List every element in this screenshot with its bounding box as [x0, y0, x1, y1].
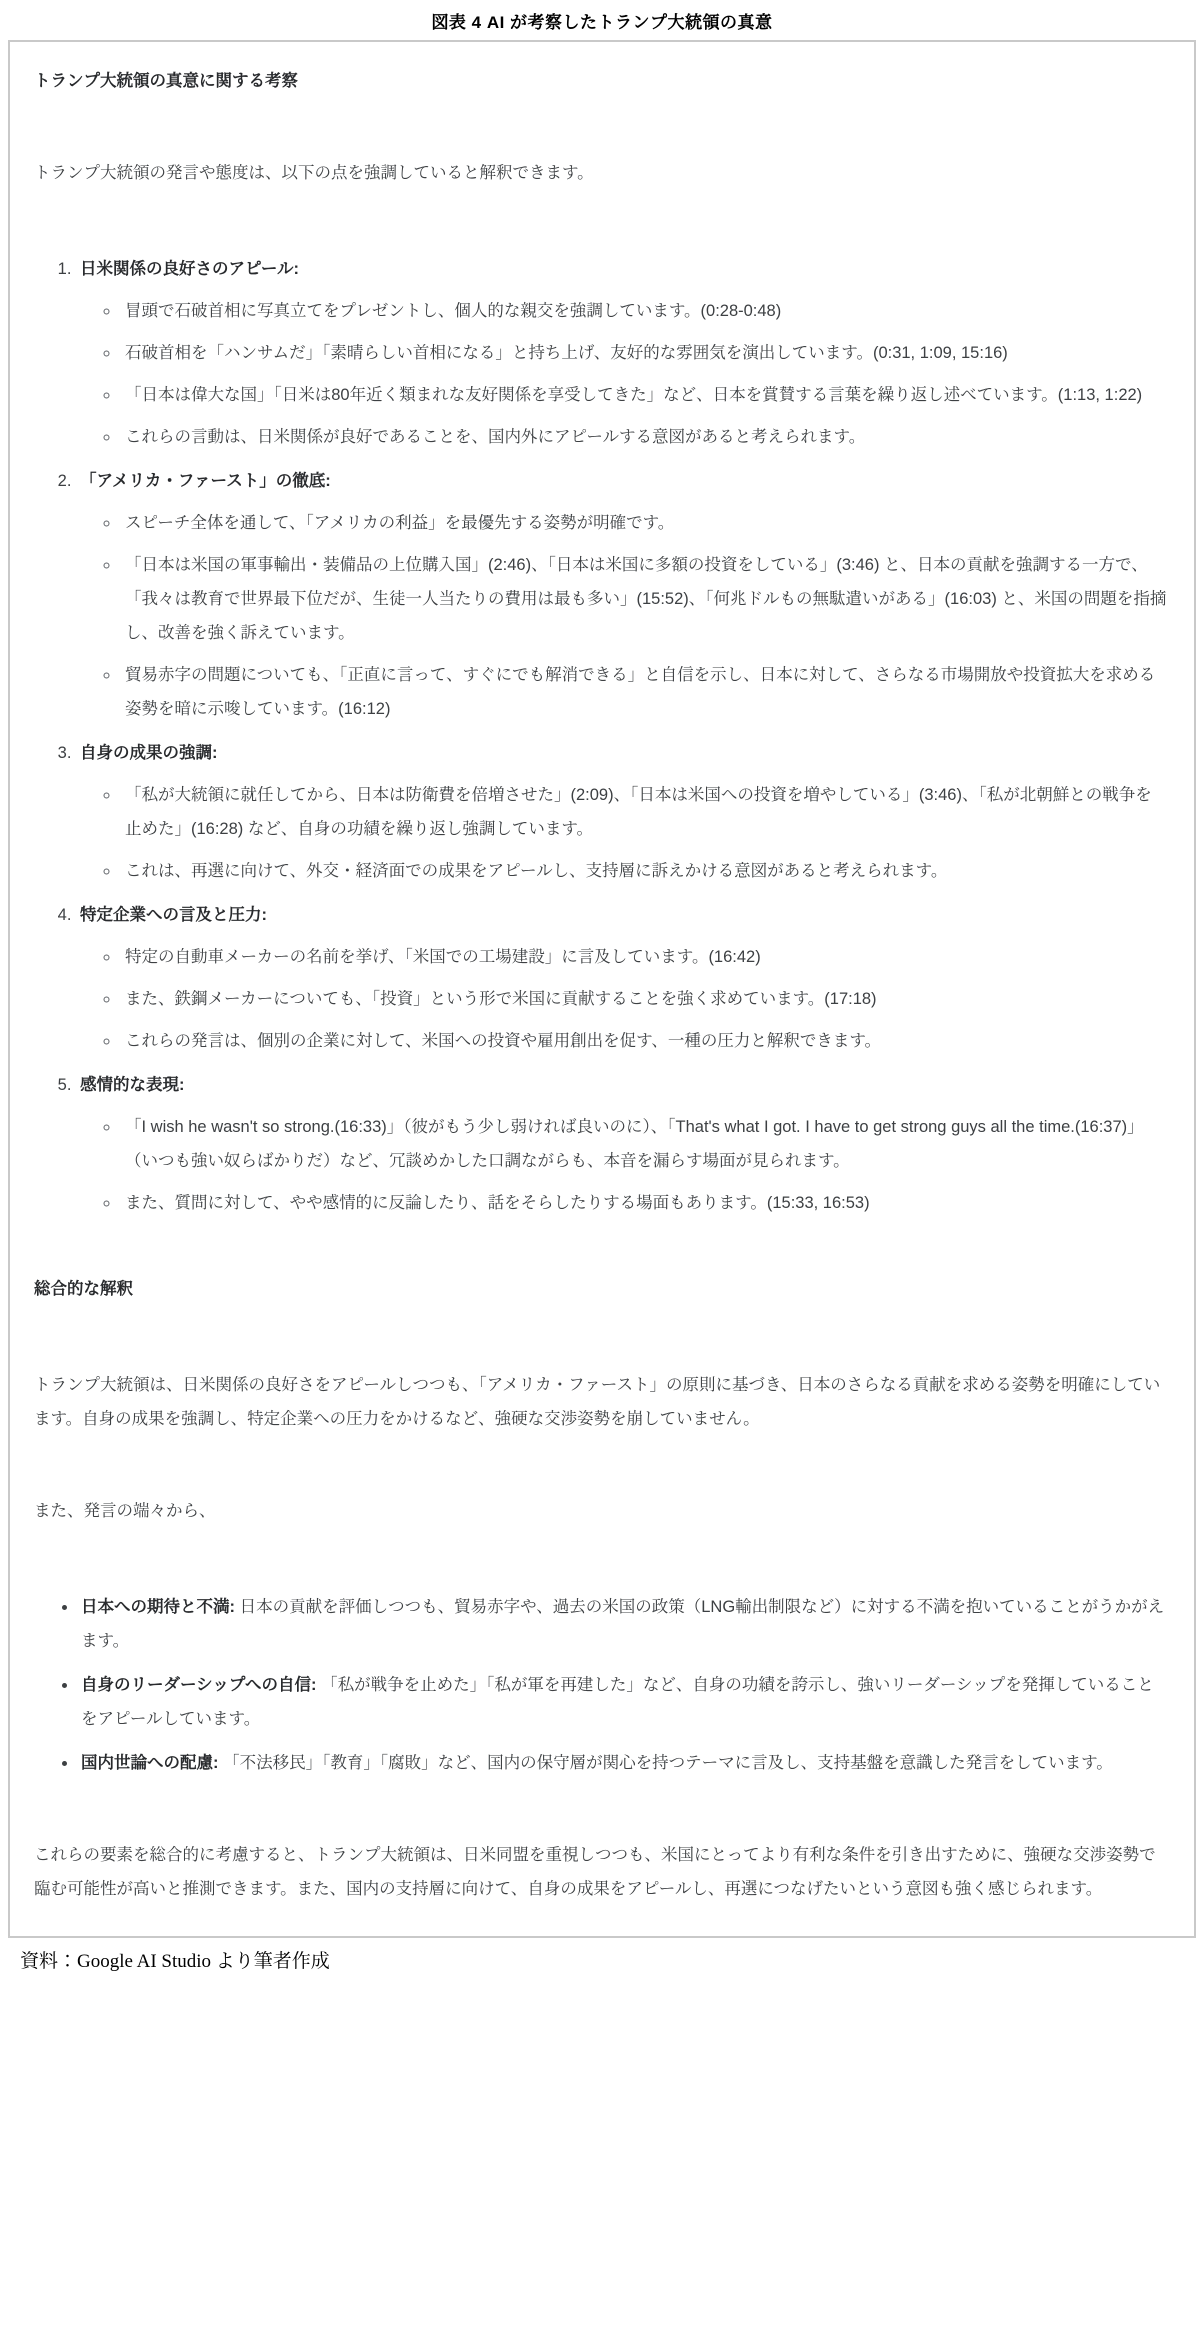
takeaway-text: 「不法移民」「教育」「腐敗」など、国内の保守層が関心を持つテーマに言及し、支持基盤を意識した発言をしています。 [218, 1754, 1113, 1772]
takeaway-item [78, 1590, 1168, 1658]
sub-bullet: ◦ これは、再選に向けて、外交・経済面での成果をアピールし、支持層に訴えかける意図があると考えられます。 [120, 854, 1168, 888]
sub-bullet: ◦ 貿易赤字の問題についても、「正直に言って、すぐにでも解消できる」と自信を示し、日本に対して、さらなる市場開放や投資拡大を求める姿勢を暗に示唆しています。(16:12) [120, 658, 1168, 726]
summary-intro-paragraph: また、発言の端々から、 [34, 1502, 216, 1520]
summary-paragraph: トランプ大統領は、日米関係の良好さをアピールしつつも、「アメリカ・ファースト」の原則に基づき、日本のさらなる貢献を求める姿勢を明確にしています。自身の成果を強調し、特定企業への圧力をかけるなど、強硬な交渉姿勢を崩していません。 [34, 1376, 1161, 1428]
sub-bullet: ◦ また、鉄鋼メーカーについても、「投資」という形で米国に貢献することを強く求めています。(17:18) [120, 982, 1168, 1016]
numbered-item-label: 感情的な表現: [80, 1076, 185, 1094]
sub-bullet: ◦ スピーチ全体を通して、「アメリカの利益」を最優先する姿勢が明確です。 [120, 506, 1168, 540]
sub-bullet: ◦ これらの発言は、個別の企業に対して、米国への投資や雇用創出を促す、一種の圧力と解釈できます。 [120, 1024, 1168, 1058]
numbered-item-label: 日米関係の良好さのアピール: [80, 260, 300, 278]
numbered-item [76, 464, 1168, 726]
numbered-item [76, 1068, 1168, 1220]
sub-bullet: ◦ 「日本は米国の軍事輸出・装備品の上位購入国」(2:46)、「日本は米国に多額の投資をしている」(3:46) と、日本の貢献を強調する一方で、「我々は教育で世界最下位だが、生徒一人当たりの費用は最も多い」(15:52)、「何兆ドルもの無駄遣いがある」(16:03) と、米国の問題を指摘し、改善を強く訴えています。 [120, 548, 1168, 650]
sub-bullet-list [80, 940, 1168, 1058]
takeaway-label: 国内世論への配慮: [81, 1754, 219, 1772]
takeaway-item [78, 1746, 1168, 1780]
final-paragraph: これらの要素を総合的に考慮すると、トランプ大統領は、日米同盟を重視しつつも、米国にとってより有利な条件を引き出すために、強硬な交渉姿勢で臨む可能性が高いと推測できます。また、国内の支持層に向けて、自身の成果をアピールし、再選につなげたいという意図も強く感じられます。 [34, 1846, 1156, 1898]
numbered-item [76, 898, 1168, 1058]
figure-title: 図表 4 AI が考察したトランプ大統領の真意 [431, 13, 773, 32]
numbered-item [76, 252, 1168, 454]
sub-bullet: ◦ 石破首相を「ハンサムだ」「素晴らしい首相になる」と持ち上げ、友好的な雰囲気を演出しています。(0:31, 1:09, 15:16) [120, 336, 1168, 370]
takeaway-text: 日本の貢献を評価しつつも、貿易赤字や、過去の米国の政策（LNG輸出制限など）に対する不満を抱いていることがうかがえます。 [81, 1598, 1165, 1650]
summary-heading: 総合的な解釈 [34, 1280, 133, 1298]
sub-bullet: ◦ これらの言動は、日米関係が良好であることを、国内外にアピールする意図があると考えられます。 [120, 420, 1168, 454]
takeaway-label: 自身のリーダーシップへの自信: [81, 1676, 317, 1694]
ai-analysis-box [8, 40, 1196, 1938]
numbered-item-label: 「アメリカ・ファースト」の徹底: [80, 472, 331, 490]
sub-bullet-list [80, 1110, 1168, 1220]
source-note: 資料：Google AI Studio より筆者作成 [20, 1951, 330, 1972]
takeaway-label: 日本への期待と不満: [81, 1598, 235, 1616]
sub-bullet: ◦ 「私が大統領に就任してから、日本は防衛費を倍増させた」(2:09)、「日本は米国への投資を増やしている」(3:46)、「私が北朝鮮との戦争を止めた」(16:28) など、自身の功績を繰り返し強調しています。 [120, 778, 1168, 846]
numbered-item [76, 736, 1168, 888]
sub-bullet: ◦ 「I wish he wasn't so strong.(16:33)」（彼がもう少し弱ければ良いのに）、「That's what I got. I have to get strong guys all the time.(16:37)」（いつも強い奴らばかりだ）など、冗談めかした口調ながらも、本音を漏らす場面が見られます。 [120, 1110, 1168, 1178]
takeaway-item [78, 1668, 1168, 1736]
sub-bullet: ◦ 特定の自動車メーカーの名前を挙げ、「米国での工場建設」に言及しています。(16:42) [120, 940, 1168, 974]
numbered-item-label: 特定企業への言及と圧力: [80, 906, 267, 924]
takeaway-list [34, 1590, 1168, 1780]
sub-bullet: ◦ 「日本は偉大な国」「日米は80年近く類まれな友好関係を享受してきた」など、日本を賞賛する言葉を繰り返し述べています。(1:13, 1:22) [120, 378, 1168, 412]
main-numbered-list [34, 252, 1168, 1220]
takeaway-text: 「私が戦争を止めた」「私が軍を再建した」など、自身の功績を誇示し、強いリーダーシップを発揮していることをアピールしています。 [81, 1676, 1154, 1728]
analysis-heading: トランプ大統領の真意に関する考察 [34, 72, 298, 90]
sub-bullet-list [80, 294, 1168, 454]
sub-bullet: ◦ 冒頭で石破首相に写真立てをプレゼントし、個人的な親交を強調しています。(0:28-0:48) [120, 294, 1168, 328]
intro-paragraph: トランプ大統領の発言や態度は、以下の点を強調していると解釈できます。 [34, 164, 594, 182]
sub-bullet-list [80, 778, 1168, 888]
sub-bullet: ◦ また、質問に対して、やや感情的に反論したり、話をそらしたりする場面もあります。(15:33, 16:53) [120, 1186, 1168, 1220]
numbered-item-label: 自身の成果の強調: [80, 744, 218, 762]
sub-bullet-list [80, 506, 1168, 726]
